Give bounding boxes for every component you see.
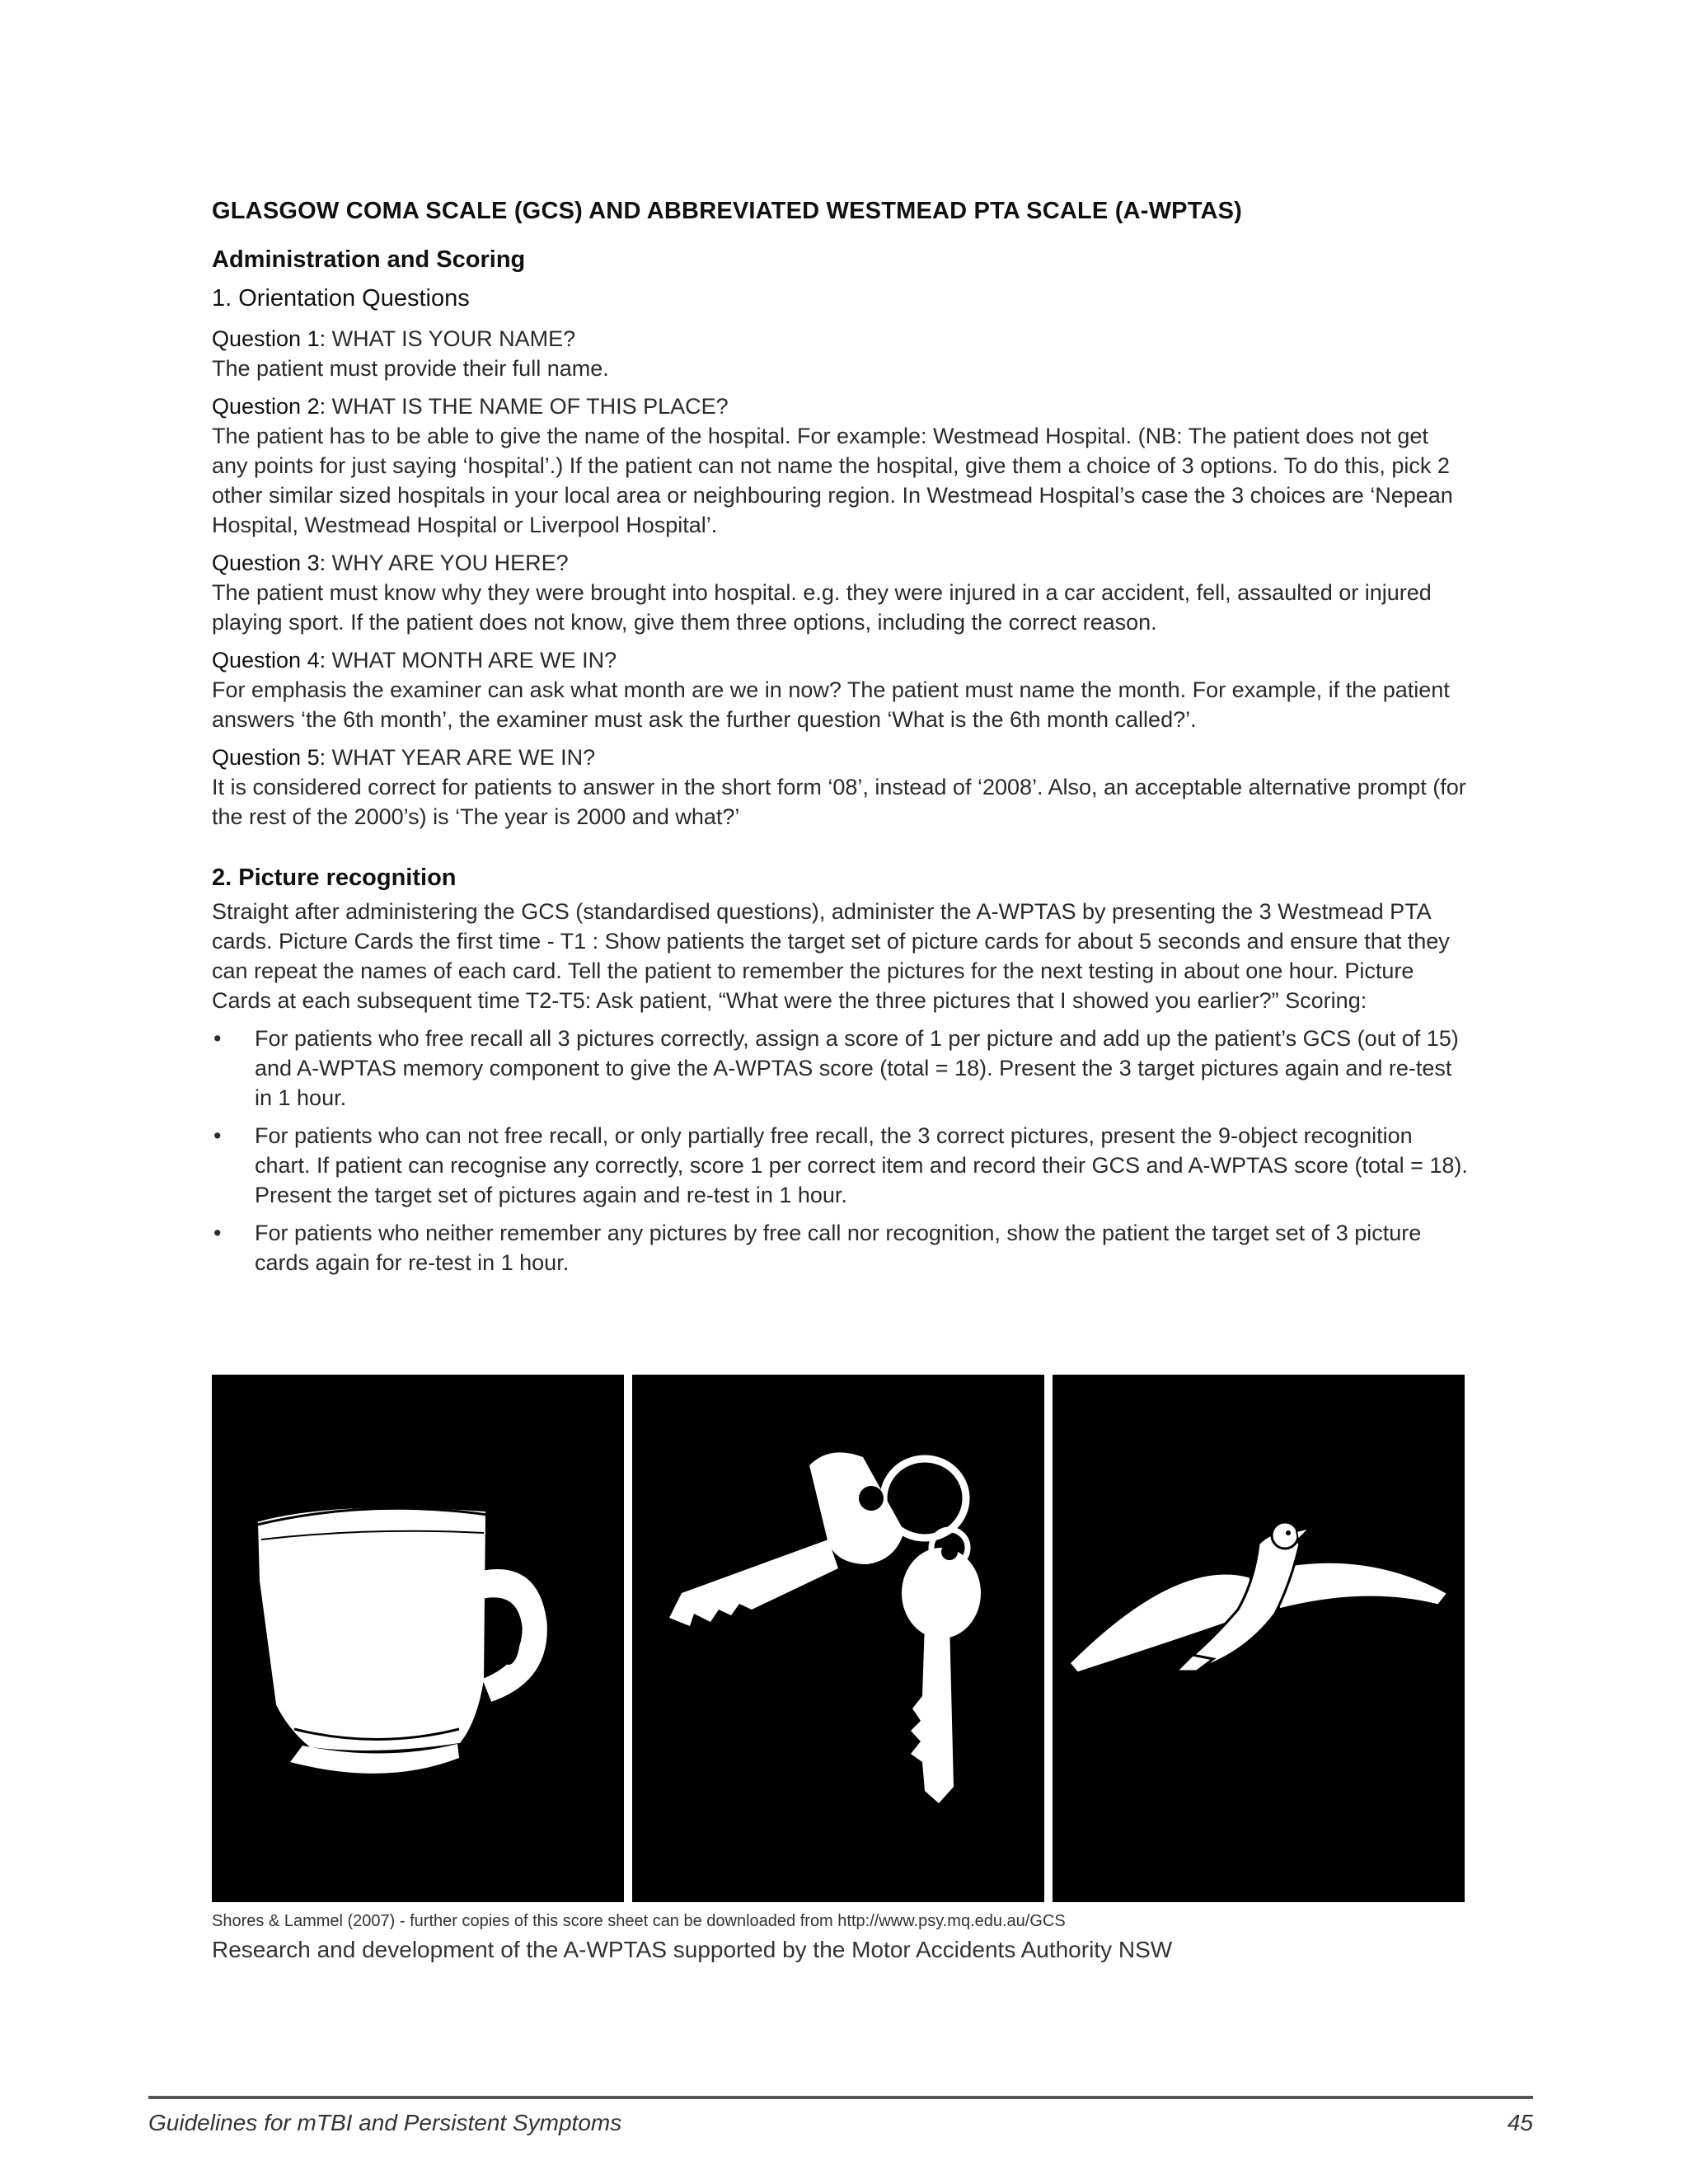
question-prompt: WHAT IS THE NAME OF THIS PLACE? [326, 394, 729, 419]
question-block [212, 645, 1469, 734]
picture-card-cup [212, 1375, 624, 1902]
question-label: Question 1: [212, 326, 326, 351]
footer-title: Guidelines for mTBI and Persistent Symptoms [148, 2110, 622, 2135]
list-item-text: For patients who can not free recall, or only partially free recall, the 3 correct pictures, present the 9-object recognition chart. If patient can recognise any correctly, score 1 per correct item and record their GCS and A-WPTAS score (total = 18). Present the target set of pictures again and re-test in 1 hour. [255, 1123, 1468, 1207]
bird-icon [1053, 1375, 1465, 1902]
document-title: GLASGOW COMA SCALE (GCS) AND ABBREVIATED WESTMEAD PTA SCALE (A-WPTAS) [212, 198, 1242, 224]
credit-line: Research and development of the A-WPTAS supported by the Motor Accidents Authority NSW [212, 1937, 1173, 1962]
question-prompt: WHAT YEAR ARE WE IN? [326, 745, 596, 770]
picture-cards [212, 1375, 1465, 1902]
question-label: Question 2: [212, 394, 326, 419]
question-description: The patient must provide their full name. [212, 356, 609, 381]
keys-icon [632, 1375, 1044, 1902]
question-prompt: WHAT MONTH ARE WE IN? [326, 648, 617, 673]
page-number: 45 [1507, 2110, 1533, 2135]
list-item [212, 1218, 1469, 1277]
bullet-icon: • [213, 1026, 222, 1051]
question-label: Question 5: [212, 745, 326, 770]
bullet-icon: • [213, 1221, 222, 1245]
question-description: The patient has to be able to give the name of the hospital. For example: Westmead Hospital. (NB: The patient does not get any points for just saying ‘hospital’.) If the patient can not name the hospital, give them a choice of 3 options. To do this, pick 2 other similar sized hospitals in your local area or neighbouring region. In Westmead Hospital’s case the 3 choices are ‘Nepean Hospital, Westmead Hospital or Liverpool Hospital’. [212, 424, 1453, 537]
question-label: Question 4: [212, 648, 326, 673]
section-heading-orientation: 1. Orientation Questions [212, 285, 470, 312]
question-block [212, 324, 1469, 383]
question-block [212, 548, 1469, 637]
question-block [212, 391, 1469, 540]
picture-card-keys [632, 1375, 1044, 1902]
question-block [212, 743, 1469, 832]
list-item [212, 1121, 1469, 1210]
question-prompt: WHAT IS YOUR NAME? [326, 326, 576, 351]
question-description: The patient must know why they were brought into hospital. e.g. they were injured in a car accident, fell, assaulted or injured playing sport. If the patient does not know, give them three options, including the correct reason. [212, 580, 1432, 635]
cup-icon [212, 1375, 624, 1902]
footer-divider [148, 2096, 1533, 2099]
document-body [212, 198, 1469, 1286]
scoring-list [212, 1024, 1469, 1277]
section-spacer [212, 840, 1469, 865]
picture-card-bird [1053, 1375, 1465, 1902]
list-item-text: For patients who free recall all 3 pictures correctly, assign a score of 1 per picture and add up the patient’s GCS (out of 15) and A-WPTAS memory component to give the A-WPTAS score (total = 18). Present the 3 target pictures again and re-test in 1 hour. [255, 1026, 1459, 1110]
list-item-text: For patients who neither remember any pictures by free call nor recognition, show the patient the target set of 3 picture cards again for re-test in 1 hour. [255, 1221, 1422, 1275]
source-footnote: Shores & Lammel (2007) - further copies of this score sheet can be downloaded from http://www.psy.mq.edu.au/GCS [212, 1912, 1066, 1930]
question-prompt: WHY ARE YOU HERE? [326, 551, 569, 575]
question-description: It is considered correct for patients to answer in the short form ‘08’, instead of ‘2008’. Also, an acceptable alternative prompt (for the rest of the 2000’s) is ‘The year is 2000 and what?’ [212, 775, 1466, 829]
picture-recognition-intro: Straight after administering the GCS (standardised questions), administer the A-WPTAS by presenting the 3 Westmead PTA cards. Picture Cards the first time - T1 : Show patients the target set of picture cards for about 5 seconds and ensure that they can repeat the names of each card. Tell the patient to remember the pictures for the next testing in about one hour. Picture Cards at each subsequent time T2-T5: Ask patient, “What were the three pictures that I showed you earlier?” Scoring: [212, 899, 1450, 1013]
question-description: For emphasis the examiner can ask what month are we in now? The patient must name the month. For example, if the patient answers ‘the 6th month’, the examiner must ask the further question ‘What is the 6th month called?’. [212, 677, 1450, 732]
list-item [212, 1024, 1469, 1113]
bullet-icon: • [213, 1123, 222, 1148]
question-label: Question 3: [212, 551, 326, 575]
section-heading-picture-recognition: 2. Picture recognition [212, 865, 457, 891]
subheading: Administration and Scoring [212, 246, 526, 273]
